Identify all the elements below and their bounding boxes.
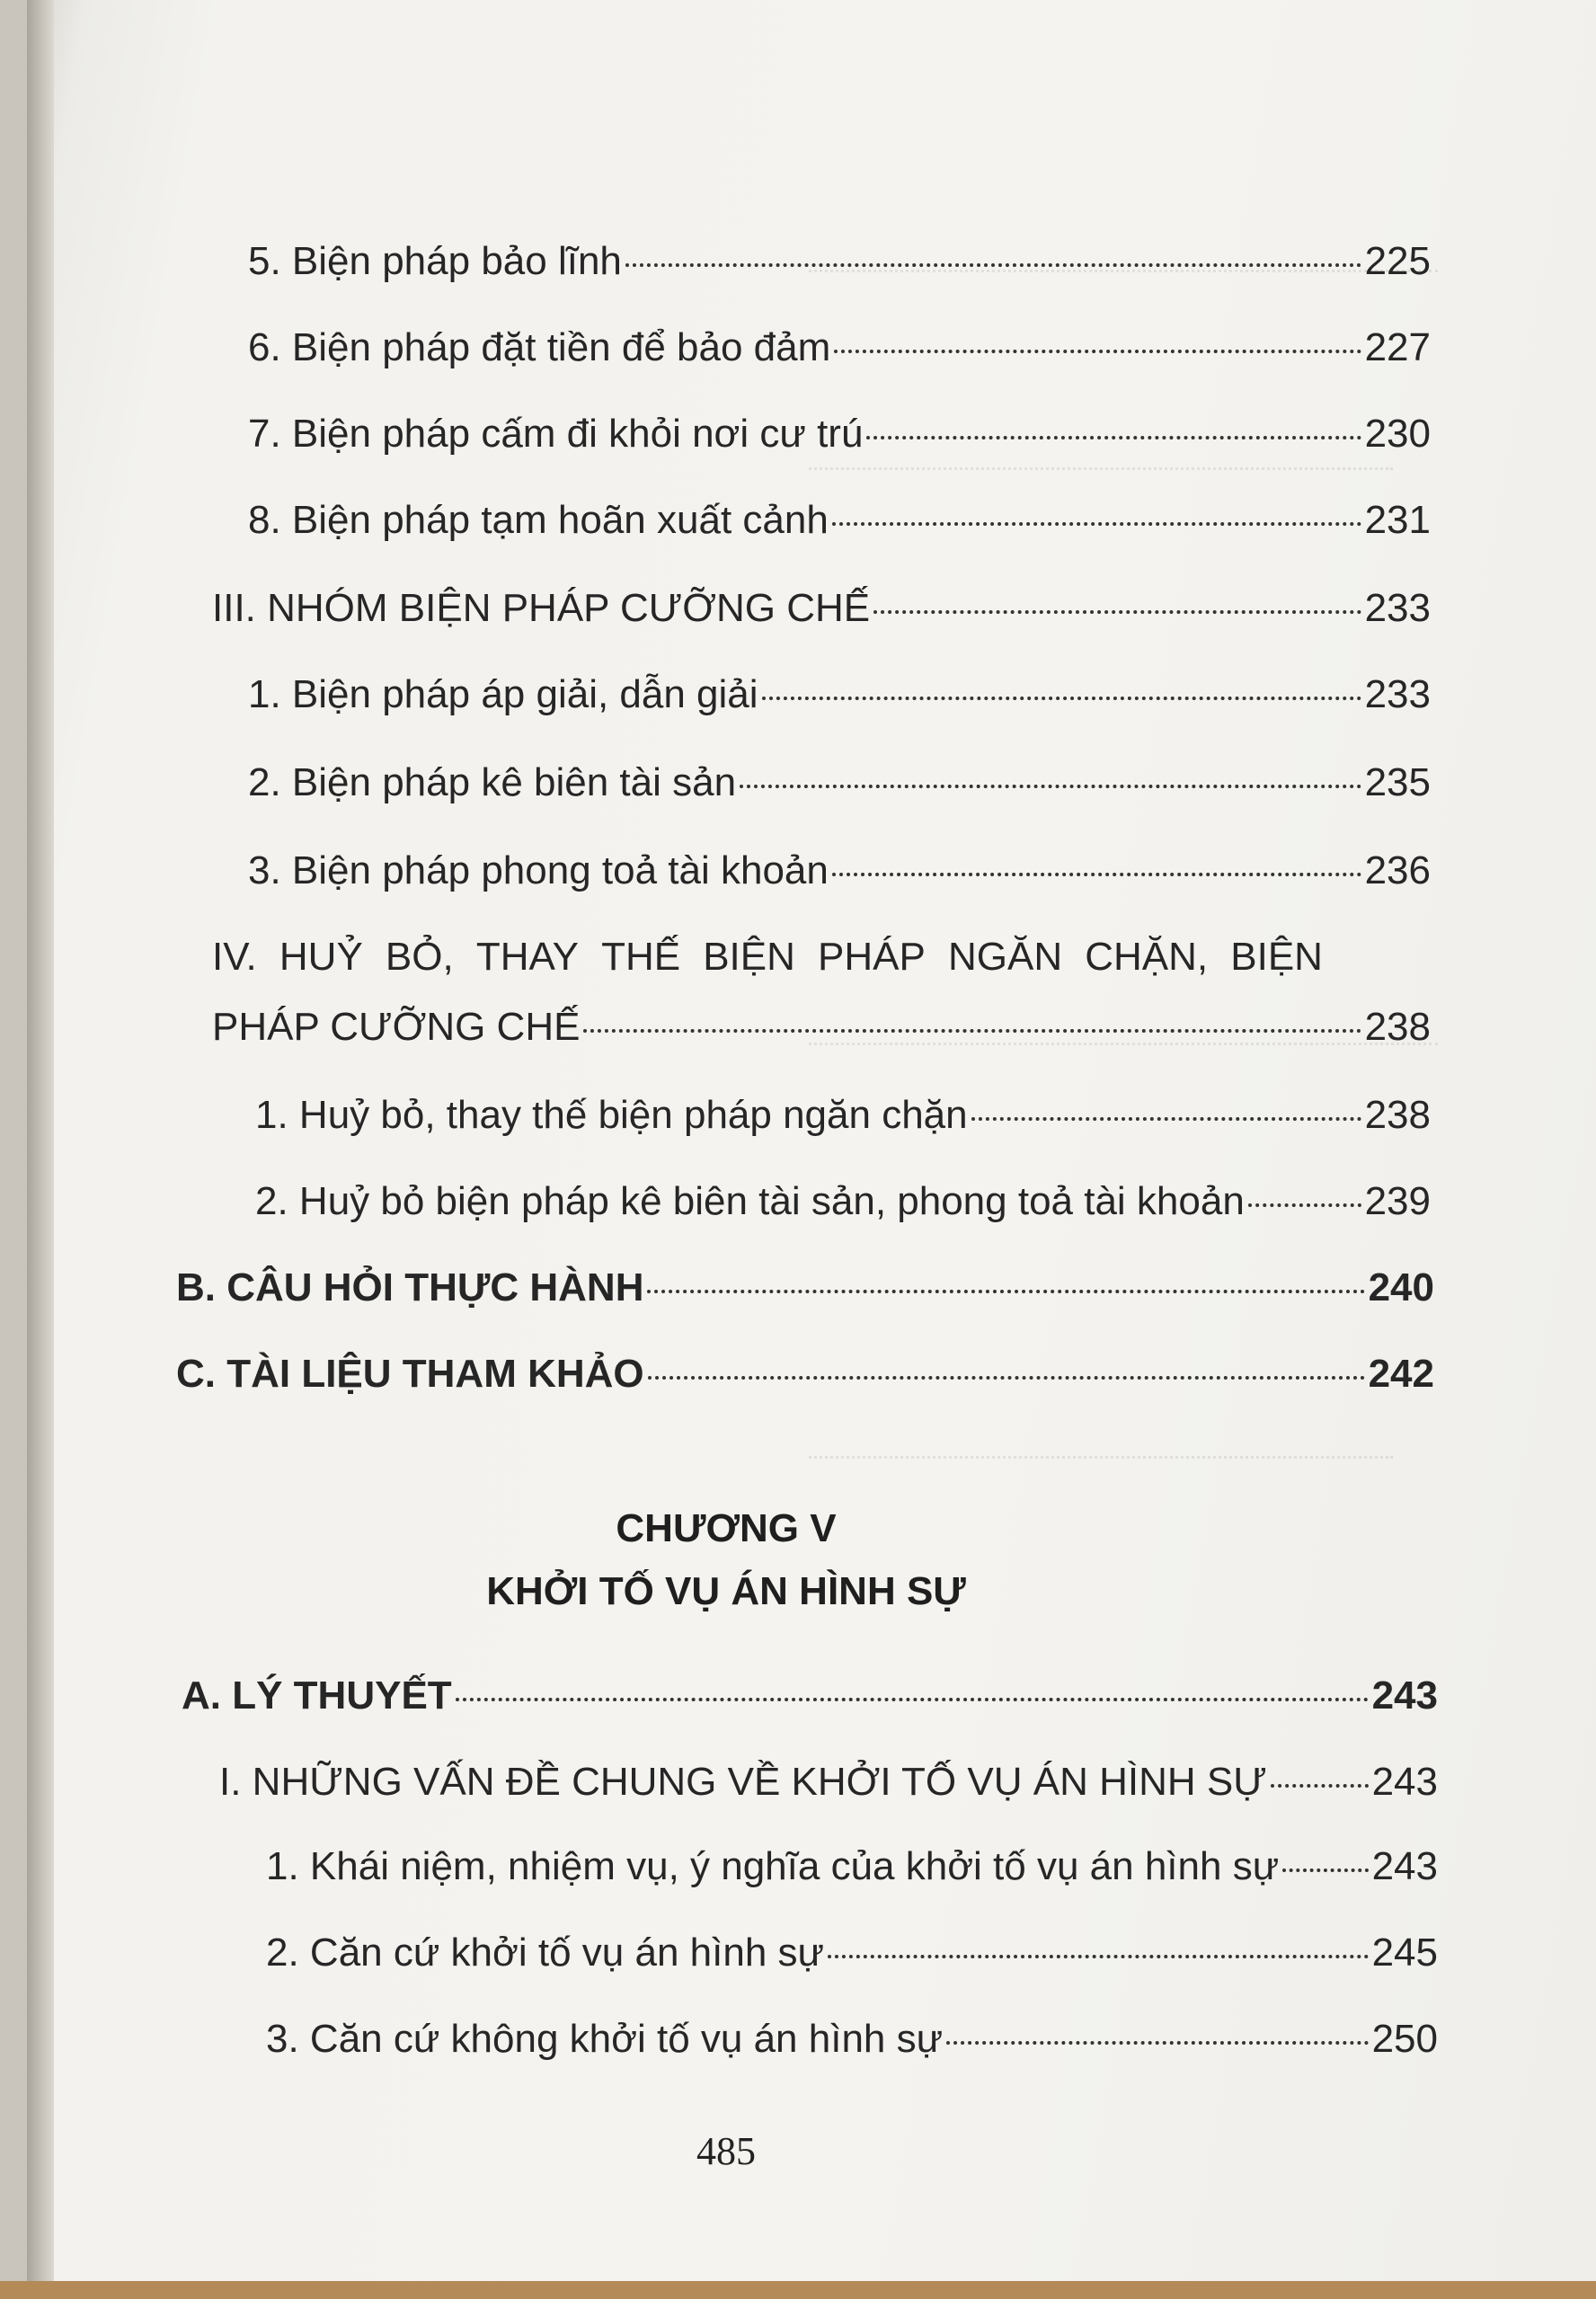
- toc-entry-label: 2. Căn cứ khởi tố vụ án hình sự: [266, 1931, 824, 1975]
- table-surface: [0, 2281, 1596, 2299]
- toc-entry-label: B. CÂU HỎI THỰC HÀNH: [176, 1265, 644, 1309]
- toc-entry-label: III. NHÓM BIỆN PHÁP CƯỠNG CHẾ: [212, 586, 871, 630]
- toc-part-entry[interactable]: [176, 1352, 1434, 1397]
- toc-entry-page: 233: [1364, 586, 1431, 630]
- dot-leader: [583, 1029, 1361, 1033]
- toc-entry-label: 1. Khái niệm, nhiệm vụ, ý nghĩa của khởi tố vụ án hình sự: [266, 1844, 1280, 1888]
- toc-entry-page: 233: [1364, 672, 1431, 716]
- show-through-line: [809, 1420, 1393, 1459]
- toc-entry-page: 238: [1364, 1005, 1431, 1049]
- toc-entry[interactable]: [248, 672, 1431, 717]
- toc-entry-page: 243: [1371, 1673, 1438, 1718]
- toc-entry-page: 243: [1371, 1844, 1438, 1888]
- dot-leader: [971, 1117, 1361, 1121]
- toc-entry[interactable]: [266, 1844, 1438, 1889]
- heading-word: BIỆN: [703, 935, 795, 979]
- toc-entry-label: 1. Biện pháp áp giải, dẫn giải: [248, 672, 758, 716]
- dot-leader: [866, 436, 1361, 439]
- toc-entry-page: 243: [1371, 1760, 1438, 1804]
- toc-entry-page: 227: [1364, 325, 1431, 369]
- toc-entry[interactable]: [248, 325, 1431, 370]
- dot-leader: [1282, 1868, 1368, 1872]
- chapter-title: KHỞI TỐ VỤ ÁN HÌNH SỰ: [486, 1569, 966, 1613]
- toc-entry-label: A. LÝ THUYẾT: [182, 1673, 452, 1718]
- toc-entry-label: 5. Biện pháp bảo lĩnh: [248, 239, 622, 283]
- toc-section-entry[interactable]: [212, 586, 1431, 631]
- toc-entry-page: 245: [1371, 1931, 1438, 1975]
- toc-entry-label: I. NHỮNG VẤN ĐỀ CHUNG VỀ KHỞI TỐ VỤ ÁN HÌNH SỰ: [219, 1760, 1267, 1804]
- toc-entry-label: 3. Căn cứ không khởi tố vụ án hình sự: [266, 2017, 944, 2061]
- dot-leader: [873, 610, 1361, 614]
- toc-entry-label: C. TÀI LIỆU THAM KHẢO: [176, 1352, 644, 1396]
- dot-leader: [740, 785, 1361, 788]
- heading-word: HUỶ: [279, 935, 363, 979]
- toc-entry[interactable]: [248, 239, 1431, 284]
- toc-entry-page: 240: [1368, 1265, 1434, 1309]
- toc-entry-page: 242: [1368, 1352, 1434, 1396]
- dot-leader: [1248, 1203, 1361, 1207]
- dot-leader: [625, 263, 1361, 267]
- toc-entry[interactable]: [248, 848, 1431, 893]
- toc-entry-page: 225: [1364, 239, 1431, 283]
- toc-entry-page: 231: [1364, 498, 1431, 542]
- dot-leader: [1271, 1784, 1369, 1788]
- heading-word: CHẶN,: [1085, 935, 1209, 979]
- dot-leader: [832, 522, 1361, 526]
- toc-section-entry[interactable]: [212, 1005, 1431, 1050]
- toc-entry[interactable]: [248, 412, 1431, 457]
- chapter-number: CHƯƠNG V: [616, 1506, 837, 1550]
- toc-section-iv-line1[interactable]: [212, 935, 1323, 980]
- toc-entry-page: 250: [1371, 2017, 1438, 2061]
- toc-entry-label: 1. Huỷ bỏ, thay thế biện pháp ngăn chặn: [255, 1093, 968, 1137]
- toc-entry-label: 3. Biện pháp phong toả tài khoản: [248, 848, 829, 892]
- dot-leader: [647, 1290, 1364, 1293]
- dot-leader: [456, 1698, 1369, 1701]
- toc-entry-page: 236: [1364, 848, 1431, 892]
- toc-entry-label: 6. Biện pháp đặt tiền để bảo đảm: [248, 325, 831, 369]
- toc-part-entry[interactable]: [182, 1673, 1438, 1718]
- toc-entry-page: 230: [1364, 412, 1431, 456]
- toc-entry-page: 235: [1364, 760, 1431, 804]
- heading-word: BIỆN: [1230, 935, 1323, 979]
- toc-entry-label: PHÁP CƯỠNG CHẾ: [212, 1005, 581, 1049]
- toc-entry-label: 7. Biện pháp cấm đi khỏi nơi cư trú: [248, 412, 864, 456]
- toc-entry[interactable]: [248, 760, 1431, 805]
- toc-section-entry[interactable]: [219, 1760, 1438, 1805]
- toc-entry-label: 2. Biện pháp kê biên tài sản: [248, 760, 737, 804]
- dot-leader: [946, 2041, 1369, 2045]
- dot-leader: [648, 1376, 1365, 1380]
- toc-entry-label: 8. Biện pháp tạm hoãn xuất cảnh: [248, 498, 829, 542]
- page-gutter-shadow: [27, 0, 54, 2299]
- heading-word: NGĂN: [947, 935, 1063, 979]
- heading-word: THAY: [475, 935, 579, 979]
- heading-word: PHÁP: [818, 935, 926, 979]
- toc-part-entry[interactable]: [176, 1265, 1434, 1310]
- heading-word: THẾ: [601, 935, 681, 979]
- page-number: 485: [696, 2129, 756, 2173]
- dot-leader: [832, 873, 1361, 876]
- toc-entry[interactable]: [266, 1931, 1438, 1975]
- heading-word: IV.: [212, 935, 257, 979]
- toc-entry[interactable]: [255, 1093, 1431, 1138]
- toc-entry-page: 239: [1364, 1179, 1431, 1223]
- toc-entry[interactable]: [266, 2017, 1438, 2062]
- toc-entry-page: 238: [1364, 1093, 1431, 1137]
- dot-leader: [828, 1955, 1369, 1958]
- toc-entry-label: 2. Huỷ bỏ biện pháp kê biên tài sản, phong toả tài khoản: [255, 1179, 1245, 1223]
- dot-leader: [834, 350, 1361, 353]
- heading-word: BỎ,: [385, 935, 454, 979]
- toc-entry[interactable]: [248, 498, 1431, 543]
- dot-leader: [762, 697, 1361, 700]
- toc-entry[interactable]: [255, 1179, 1431, 1224]
